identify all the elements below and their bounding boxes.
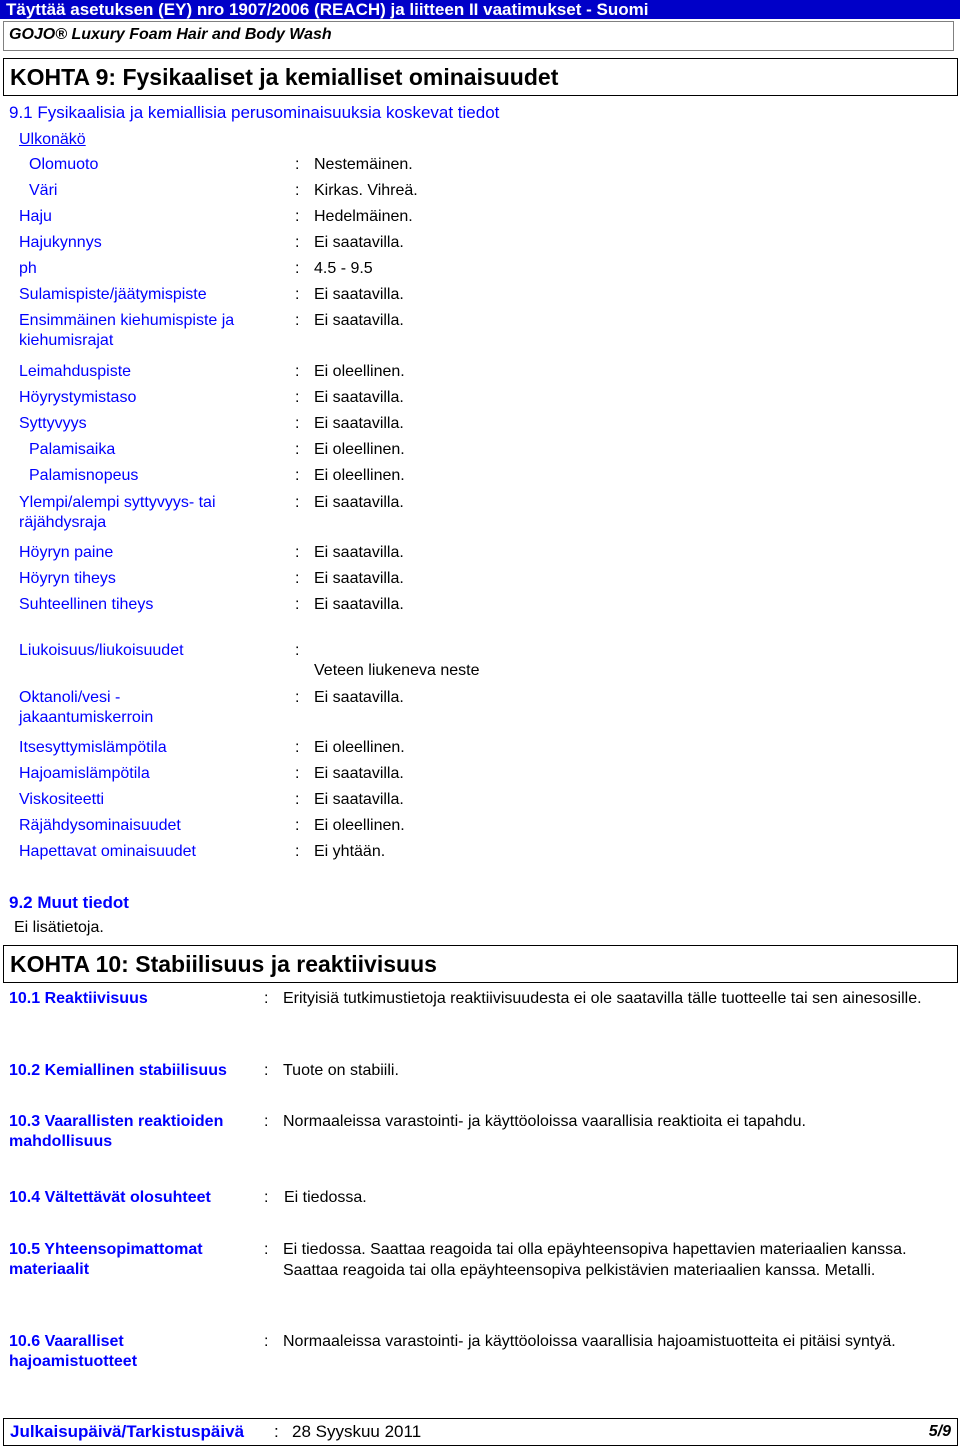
property-label: Ensimmäinen kiehumispiste ja kiehumisrajat <box>19 312 235 349</box>
reactivity-value: Ei tiedossa. Saattaa reagoida tai olla epäyhteensopiva hapettavien materiaalien kanssa. Saattaa reagoida tai olla epäyhteensopiva pelkistävien materiaalien kanssa. Metalli. <box>283 1241 907 1279</box>
property-value: 4.5 - 9.5 <box>314 260 373 277</box>
property-value: Ei yhtään. <box>314 843 386 860</box>
property-label: Ylempi/alempi syttyvyys- tai räjähdysraja <box>19 494 216 531</box>
property-value: Nestemäinen. <box>314 156 413 173</box>
property-label: Räjähdysominaisuudet <box>19 817 181 834</box>
property-colon: : <box>295 689 300 706</box>
property-label: ph <box>19 260 37 277</box>
property-value: Ei saatavilla. <box>314 596 404 613</box>
property-label: Palamisaika <box>29 441 116 458</box>
reactivity-label: 10.5 Yhteensopimattomat materiaalit <box>9 1241 203 1278</box>
revision-date: 28 Syyskuu 2011 <box>292 1422 422 1441</box>
reactivity-value: Erityisiä tutkimustietoja reaktiivisuudesta ei ole saatavilla tälle tuotteelle tai sen ainesosille. <box>283 990 922 1007</box>
property-value: Ei saatavilla. <box>314 389 404 406</box>
property-label: Syttyvyys <box>19 415 87 432</box>
other-info-text: Ei lisätietoja. <box>14 919 104 936</box>
property-value: Veteen liukeneva neste <box>314 662 480 679</box>
property-colon: : <box>295 544 300 561</box>
reactivity-colon: : <box>264 1241 269 1258</box>
property-label: Hajukynnys <box>19 234 102 251</box>
footer-colon: : <box>274 1422 279 1441</box>
property-value: Ei saatavilla. <box>314 765 404 782</box>
property-colon: : <box>295 817 300 834</box>
property-value: Ei saatavilla. <box>314 286 404 303</box>
property-label: Liukoisuus/liukoisuudet <box>19 642 184 659</box>
section-9-title: KOHTA 9: Fysikaaliset ja kemialliset ominaisuudet <box>3 58 958 96</box>
reactivity-value: Tuote on stabiili. <box>283 1062 399 1079</box>
property-value: Ei saatavilla. <box>314 791 404 808</box>
property-label: Olomuoto <box>29 156 99 173</box>
property-value: Ei saatavilla. <box>314 570 404 587</box>
reactivity-colon: : <box>264 1113 269 1130</box>
property-label: Hapettavat ominaisuudet <box>19 843 196 860</box>
property-label: Leimahduspiste <box>19 363 132 380</box>
reactivity-colon: : <box>264 1062 269 1079</box>
property-label: Palamisnopeus <box>29 467 139 484</box>
property-colon: : <box>295 791 300 808</box>
reactivity-label: 10.3 Vaarallisten reaktioiden mahdollisuus <box>9 1113 224 1150</box>
property-colon: : <box>295 739 300 756</box>
property-label: Itsesyttymislämpötila <box>19 739 167 756</box>
regulation-banner: Täyttää asetuksen (EY) nro 1907/2006 (REACH) ja liitteen II vaatimukset - Suomi <box>0 0 960 19</box>
property-value: Ei oleellinen. <box>314 363 405 380</box>
property-label: Höyrystymistaso <box>19 389 137 406</box>
property-colon: : <box>295 286 300 303</box>
appearance-heading: Ulkonäkö <box>19 131 86 148</box>
property-value: Ei oleellinen. <box>314 467 405 484</box>
property-colon: : <box>295 389 300 406</box>
property-colon: : <box>295 570 300 587</box>
property-value: Kirkas. Vihreä. <box>314 182 418 199</box>
property-value: Ei saatavilla. <box>314 234 404 251</box>
property-colon: : <box>295 843 300 860</box>
property-colon: : <box>295 765 300 782</box>
property-value: Ei oleellinen. <box>314 441 405 458</box>
property-colon: : <box>295 415 300 432</box>
product-name: GOJO® Luxury Foam Hair and Body Wash <box>3 21 954 51</box>
property-value: Hedelmäinen. <box>314 208 413 225</box>
page-number: 5/9 <box>928 1423 951 1440</box>
reactivity-label: 10.4 Vältettävät olosuhteet <box>9 1189 211 1206</box>
property-colon: : <box>295 234 300 251</box>
property-label: Höyryn tiheys <box>19 570 116 587</box>
property-label: Suhteellinen tiheys <box>19 596 154 613</box>
property-label: Viskositeetti <box>19 791 105 808</box>
reactivity-label: 10.2 Kemiallinen stabiilisuus <box>9 1062 227 1079</box>
property-colon: : <box>295 494 300 511</box>
reactivity-colon: : <box>264 990 269 1007</box>
property-label: Hajoamislämpötila <box>19 765 150 782</box>
property-value: Ei oleellinen. <box>314 817 405 834</box>
property-colon: : <box>295 260 300 277</box>
property-colon: : <box>295 182 300 199</box>
property-label: Oktanoli/vesi - jakaantumiskerroin <box>19 689 154 726</box>
reactivity-colon: : <box>264 1189 269 1206</box>
subsection-9-1-heading: 9.1 Fysikaalisia ja kemiallisia perusominaisuuksia koskevat tiedot <box>9 103 500 122</box>
property-colon: : <box>295 642 300 659</box>
reactivity-label: 10.6 Vaaralliset hajoamistuotteet <box>9 1333 138 1370</box>
property-colon: : <box>295 441 300 458</box>
property-label: Väri <box>29 182 58 199</box>
property-value: Ei saatavilla. <box>314 544 404 561</box>
property-value: Ei saatavilla. <box>314 494 404 511</box>
section-10-title: KOHTA 10: Stabiilisuus ja reaktiivisuus <box>3 945 958 983</box>
property-label: Sulamispiste/jäätymispiste <box>19 286 207 303</box>
property-label: Höyryn paine <box>19 544 114 561</box>
property-value: Ei saatavilla. <box>314 312 404 329</box>
property-colon: : <box>295 312 300 329</box>
page-footer <box>3 1418 958 1446</box>
property-colon: : <box>295 208 300 225</box>
reactivity-value: Ei tiedossa. <box>284 1189 367 1206</box>
subsection-9-2-heading: 9.2 Muut tiedot <box>9 893 129 912</box>
property-value: Ei saatavilla. <box>314 689 404 706</box>
property-colon: : <box>295 363 300 380</box>
property-value: Ei saatavilla. <box>314 415 404 432</box>
property-value: Ei oleellinen. <box>314 739 405 756</box>
reactivity-value: Normaaleissa varastointi- ja käyttöoloissa vaarallisia hajoamistuotteita ei pitäisi syntyä. <box>283 1333 896 1350</box>
property-colon: : <box>295 596 300 613</box>
property-colon: : <box>295 156 300 173</box>
property-label: Haju <box>19 208 52 225</box>
reactivity-value: Normaaleissa varastointi- ja käyttöoloissa vaarallisia reaktioita ei tapahdu. <box>283 1113 806 1130</box>
property-colon: : <box>295 467 300 484</box>
reactivity-colon: : <box>264 1333 269 1350</box>
reactivity-label: 10.1 Reaktiivisuus <box>9 990 148 1007</box>
revision-date-label: Julkaisupäivä/Tarkistuspäivä <box>10 1422 245 1441</box>
